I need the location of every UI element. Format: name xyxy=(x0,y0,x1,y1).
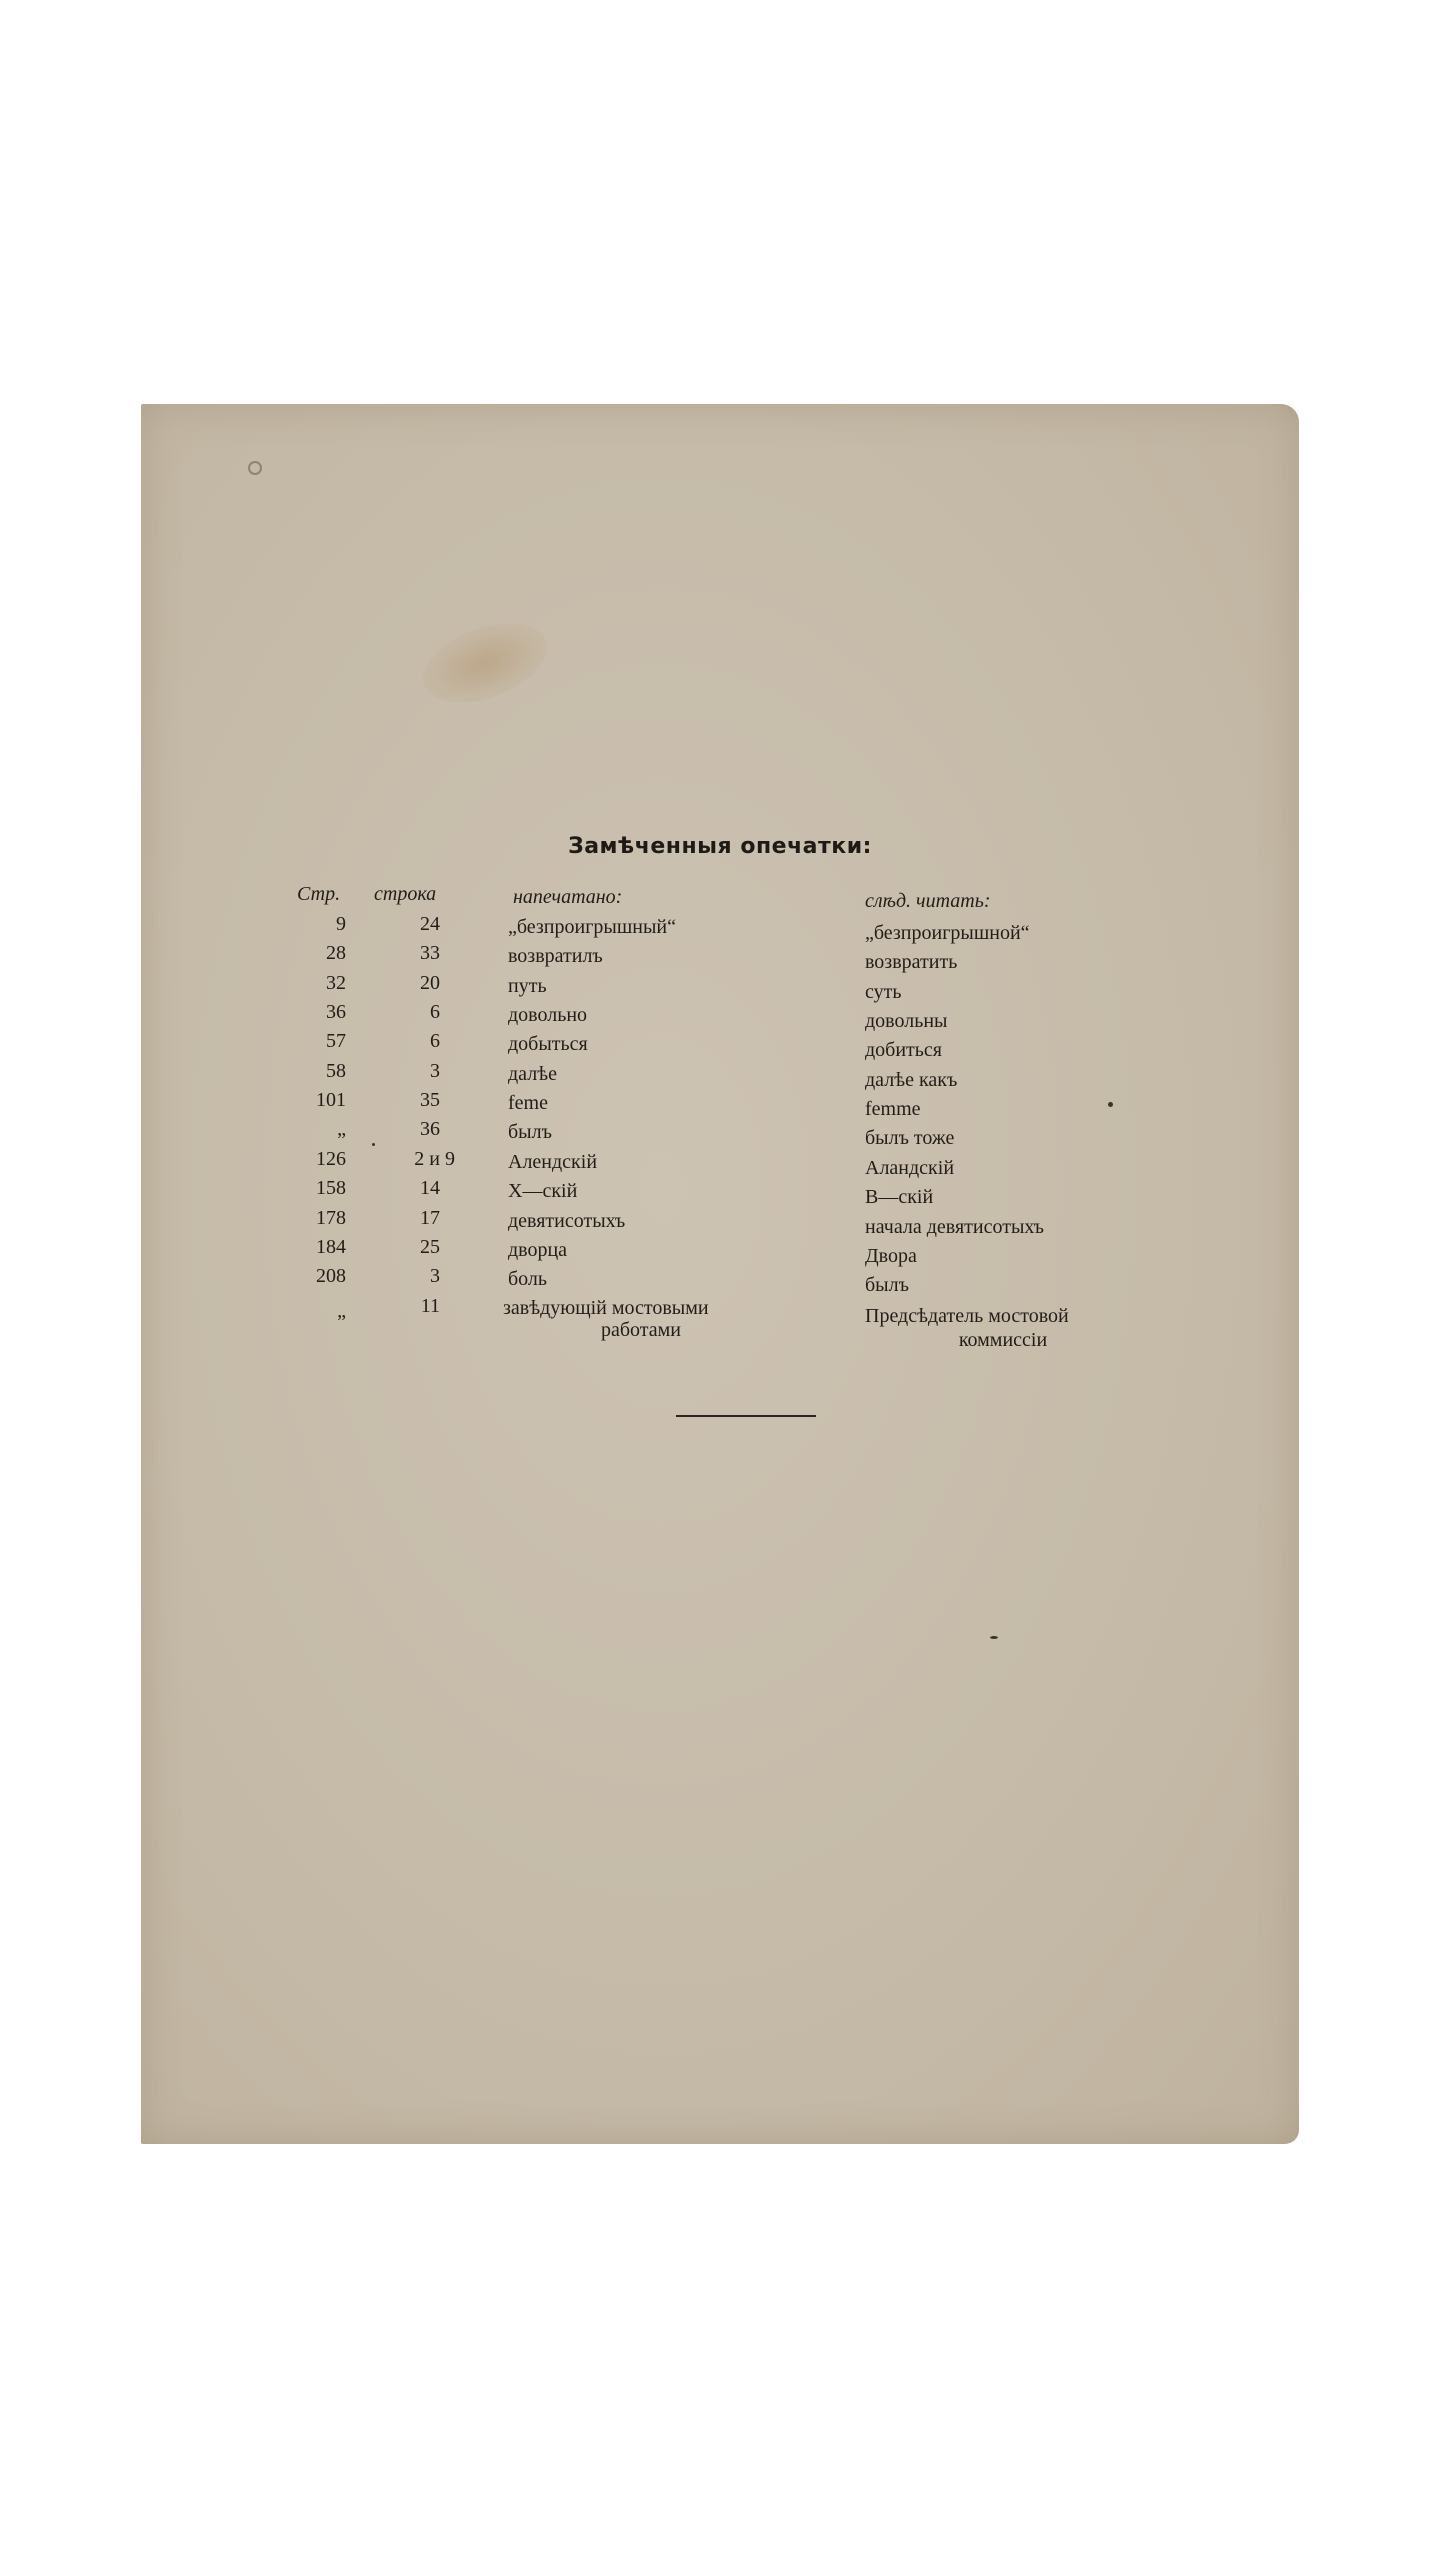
row-line: 11 xyxy=(420,1295,440,1317)
row-page: 9 xyxy=(336,913,346,935)
row-read: Аландскій xyxy=(865,1157,955,1179)
row-line: 20 xyxy=(420,972,440,994)
row-printed: возвратилъ xyxy=(508,945,603,967)
row-read: Предсѣдатель мостовой xyxy=(865,1305,1069,1327)
row-page: 178 xyxy=(316,1207,346,1229)
row-printed: далѣе xyxy=(508,1063,557,1085)
errata-title: Замѣченныя опечатки: xyxy=(568,834,872,859)
row-page: 158 xyxy=(316,1177,346,1199)
row-printed-continued: работами xyxy=(600,1319,681,1341)
row-page: 101 xyxy=(316,1089,346,1111)
closing-rule xyxy=(676,1415,816,1417)
row-printed: „безпроигрышный“ xyxy=(508,916,676,938)
row-printed: добыться xyxy=(508,1033,588,1055)
row-printed: завѣдующій мостовыми xyxy=(503,1297,709,1319)
row-read: былъ xyxy=(865,1274,909,1296)
row-line: 3 xyxy=(430,1265,440,1287)
row-printed: дворца xyxy=(508,1239,568,1261)
row-line: 35 xyxy=(420,1089,440,1111)
row-read: Двора xyxy=(865,1245,917,1267)
header-page: Стр. xyxy=(297,883,341,905)
row-read-continued: коммиссіи xyxy=(958,1329,1048,1351)
row-line: 14 xyxy=(420,1177,440,1199)
row-read: былъ тоже xyxy=(865,1127,955,1149)
row-printed: Алендскій xyxy=(508,1151,598,1173)
row-page: 184 xyxy=(316,1236,346,1258)
row-line: 6 xyxy=(430,1030,440,1052)
row-read: „безпроигрышной“ xyxy=(865,922,1030,944)
row-line: 25 xyxy=(420,1236,440,1258)
row-printed: былъ xyxy=(508,1121,552,1143)
row-printed: боль xyxy=(508,1268,548,1290)
row-page: 32 xyxy=(326,972,346,994)
row-line: 2 и 9 xyxy=(414,1148,455,1170)
row-line: 3 xyxy=(430,1060,440,1082)
row-page: „ xyxy=(337,1118,346,1140)
header-read: слѣд. читать: xyxy=(865,890,991,912)
row-read: довольны xyxy=(865,1010,948,1032)
row-line: 36 xyxy=(420,1118,440,1140)
row-printed: feme xyxy=(508,1092,548,1114)
row-read: начала девятисотыхъ xyxy=(865,1216,1044,1238)
row-read: возвратить xyxy=(865,951,958,973)
row-page: 126 xyxy=(316,1148,346,1170)
row-page: 58 xyxy=(326,1060,346,1082)
header-line: строка xyxy=(374,883,437,905)
row-line: 33 xyxy=(420,942,440,964)
row-page: 36 xyxy=(326,1001,346,1023)
row-page: 57 xyxy=(326,1030,346,1052)
row-read: В—скій xyxy=(865,1186,934,1208)
row-page: 28 xyxy=(326,942,346,964)
row-printed: путь xyxy=(508,975,547,997)
row-printed: Х—скій xyxy=(508,1180,578,1202)
row-read: femme xyxy=(865,1098,921,1120)
row-printed: довольно xyxy=(508,1004,588,1026)
row-line: 24 xyxy=(420,913,440,935)
row-page: „ xyxy=(337,1300,346,1322)
row-read: далѣе какъ xyxy=(865,1069,958,1091)
header-printed: напечатано: xyxy=(513,886,623,908)
row-page: 208 xyxy=(316,1265,346,1287)
row-read: добиться xyxy=(865,1039,942,1061)
row-printed: девятисотыхъ xyxy=(508,1210,626,1232)
row-line: 17 xyxy=(420,1207,440,1229)
row-read: суть xyxy=(865,981,902,1003)
row-line: 6 xyxy=(430,1001,440,1023)
